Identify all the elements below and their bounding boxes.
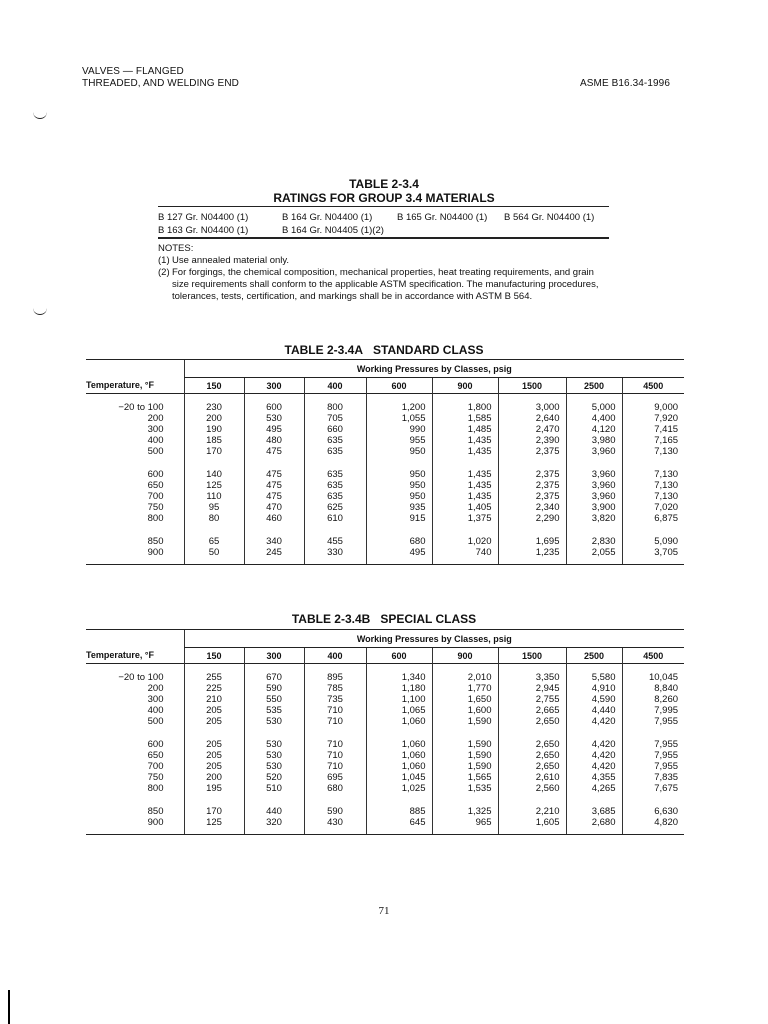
pressure-cell: 740 — [432, 547, 498, 565]
pressure-cell: 885 — [366, 794, 432, 817]
pressure-cell: 495 — [366, 547, 432, 565]
temperature-cell: 900 — [86, 817, 184, 835]
pressure-cell: 5,580 — [566, 664, 622, 684]
pressure-cell: 785 — [304, 683, 366, 694]
pressure-cell: 530 — [244, 727, 304, 750]
temperature-cell: 300 — [147, 694, 164, 705]
table-row — [86, 761, 684, 772]
pressure-cell: 4,400 — [566, 413, 622, 424]
pressure-cell: 2,650 — [498, 727, 566, 750]
pressure-cell: 95 — [184, 502, 244, 513]
pressure-cell: 8,840 — [622, 683, 684, 694]
pressure-cell: 510 — [244, 783, 304, 794]
pressure-cell: 1,180 — [366, 683, 432, 694]
pressure-cell: 735 — [304, 694, 366, 705]
pressure-cell: 3,000 — [498, 394, 566, 414]
pressure-cell: 2,680 — [566, 817, 622, 835]
pressure-cell: 1,375 — [432, 513, 498, 524]
pressure-cell: 1,025 — [366, 783, 432, 794]
pressure-cell: 205 — [184, 716, 244, 727]
class-header: 900 — [432, 648, 498, 664]
temperature-cell: 800 — [147, 513, 164, 524]
pressure-cell: 2,665 — [498, 705, 566, 716]
pressure-cell: 535 — [244, 705, 304, 716]
pressure-cell: 330 — [304, 547, 366, 565]
pressure-cell: 7,675 — [622, 783, 684, 794]
pressure-cell: 695 — [304, 772, 366, 783]
temperature-cell: 900 — [86, 547, 184, 565]
pressure-cell: 2,640 — [498, 413, 566, 424]
pressure-cell: 2,650 — [498, 750, 566, 761]
table-row — [86, 424, 684, 435]
table-b-label: TABLE 2-3.4B — [291, 612, 371, 626]
class-header: 1500 — [498, 648, 566, 664]
pressure-cell: 7,955 — [622, 727, 684, 750]
table-a-title — [0, 343, 768, 357]
temperature-cell: 500 — [147, 716, 164, 727]
pressure-cell: 480 — [244, 435, 304, 446]
pressure-cell: 915 — [366, 513, 432, 524]
pressure-cell: 1,590 — [432, 761, 498, 772]
pressure-cell: 1,435 — [432, 435, 498, 446]
class-header: 600 — [366, 648, 432, 664]
pressure-cell: 7,130 — [622, 457, 684, 480]
pressure-cell: 1,340 — [366, 664, 432, 684]
pressure-cell: 8,260 — [622, 694, 684, 705]
pressure-cell: 2,470 — [498, 424, 566, 435]
table-row — [86, 502, 684, 513]
pressure-cell: 125 — [184, 480, 244, 491]
pressure-cell: 4,420 — [566, 761, 622, 772]
pressure-cell: 320 — [244, 817, 304, 835]
pressure-cell: 190 — [184, 424, 244, 435]
pressure-cell: 170 — [184, 794, 244, 817]
pressure-cell: 965 — [432, 817, 498, 835]
pressure-cell: 1,055 — [366, 413, 432, 424]
pressure-cell: 9,000 — [622, 394, 684, 414]
pressure-cell: 2,375 — [498, 446, 566, 457]
material-spec: B 564 Gr. N04400 (1) — [504, 212, 595, 223]
pressure-cell: 625 — [304, 502, 366, 513]
pressure-cell: 125 — [184, 817, 244, 835]
pressure-cell: 3,960 — [566, 491, 622, 502]
page-number: 71 — [378, 905, 390, 917]
pressure-cell: 475 — [244, 480, 304, 491]
pressure-cell: 635 — [304, 491, 366, 502]
class-header: 300 — [244, 648, 304, 664]
pressure-cell: 7,835 — [622, 772, 684, 783]
pressure-cell: 4,420 — [566, 727, 622, 750]
note-text: Use annealed material only. — [172, 255, 290, 266]
pressure-cell: 1,100 — [366, 694, 432, 705]
pressure-cell: 3,960 — [566, 457, 622, 480]
temperature-cell: 600 — [147, 469, 164, 480]
pressure-cell: 2,650 — [498, 716, 566, 727]
class-header: 2500 — [566, 378, 622, 394]
pressure-cell: 2,755 — [498, 694, 566, 705]
pressure-cell: 600 — [244, 394, 304, 414]
temperature-header: Temperature, °F — [86, 380, 154, 391]
pressure-cell: 1,590 — [432, 727, 498, 750]
pressure-cell: 635 — [304, 446, 366, 457]
pressure-cell: 1,435 — [432, 491, 498, 502]
pressure-cell: 7,955 — [622, 716, 684, 727]
pressure-cell: 4,420 — [566, 716, 622, 727]
pressure-cell: 3,820 — [566, 513, 622, 524]
pressure-cell: 710 — [304, 716, 366, 727]
pressure-cell: 4,120 — [566, 424, 622, 435]
pressure-cell: 7,130 — [622, 480, 684, 491]
pressure-cell: 680 — [366, 524, 432, 547]
pressure-cell: 635 — [304, 435, 366, 446]
pressure-cell: 1,600 — [432, 705, 498, 716]
table-row — [86, 457, 684, 480]
pressure-cell: 635 — [304, 457, 366, 480]
margin-mark — [33, 308, 47, 315]
class-header: 1500 — [498, 378, 566, 394]
class-header: 2500 — [566, 648, 622, 664]
table-row — [86, 683, 684, 694]
pressure-cell: 710 — [304, 727, 366, 750]
pressure-cell: 475 — [244, 457, 304, 480]
pressure-cell: 185 — [184, 435, 244, 446]
pressure-cell: 635 — [304, 480, 366, 491]
pressure-cell: 2,650 — [498, 761, 566, 772]
material-spec: B 164 Gr. N04400 (1) — [282, 212, 373, 223]
temperature-cell: −20 to 100 — [118, 402, 164, 413]
pressure-cell: 455 — [304, 524, 366, 547]
pressure-cell: 5,000 — [566, 394, 622, 414]
pressure-cell: 1,770 — [432, 683, 498, 694]
pressure-cell: 80 — [184, 513, 244, 524]
class-header: 150 — [184, 648, 244, 664]
pressure-cell: 7,130 — [622, 491, 684, 502]
pressure-cell: 205 — [184, 705, 244, 716]
working-pressures-header: Working Pressures by Classes, psig — [184, 360, 684, 378]
pressure-cell: 710 — [304, 705, 366, 716]
pressure-cell: 2,830 — [566, 524, 622, 547]
pressure-cell: 7,995 — [622, 705, 684, 716]
pressure-cell: 2,055 — [566, 547, 622, 565]
pressure-cell: 895 — [304, 664, 366, 684]
temperature-cell: 650 — [147, 750, 164, 761]
table-row — [86, 394, 684, 414]
pressure-cell: 1,405 — [432, 502, 498, 513]
margin-mark — [33, 112, 47, 119]
temperature-cell: 300 — [147, 424, 164, 435]
pressure-cell: 6,875 — [622, 513, 684, 524]
pressure-cell: 530 — [244, 761, 304, 772]
pressure-cell: 530 — [244, 413, 304, 424]
pressure-cell: 50 — [184, 547, 244, 565]
pressure-cell: 2,945 — [498, 683, 566, 694]
table-row — [86, 794, 684, 817]
table-row — [86, 727, 684, 750]
pressure-cell: 4,440 — [566, 705, 622, 716]
class-header: 400 — [304, 378, 366, 394]
pressure-cell: 3,685 — [566, 794, 622, 817]
pressure-cell: 3,980 — [566, 435, 622, 446]
pressure-cell: 530 — [244, 716, 304, 727]
temperature-cell: 200 — [147, 413, 164, 424]
table-row — [86, 491, 684, 502]
class-header: 300 — [244, 378, 304, 394]
pressure-cell: 1,060 — [366, 727, 432, 750]
class-header: 600 — [366, 378, 432, 394]
table-row — [86, 783, 684, 794]
temperature-cell: 400 — [147, 705, 164, 716]
temperature-cell: 650 — [147, 480, 164, 491]
running-header-left — [82, 66, 239, 90]
pressure-cell: 645 — [366, 817, 432, 835]
header-line-2: THREADED, AND WELDING END — [82, 78, 239, 89]
pressure-cell: 950 — [366, 491, 432, 502]
pressure-cell: 680 — [304, 783, 366, 794]
pressure-cell: 1,020 — [432, 524, 498, 547]
pressure-cell: 475 — [244, 491, 304, 502]
pressure-cell: 140 — [184, 457, 244, 480]
class-header: 400 — [304, 648, 366, 664]
material-spec: B 163 Gr. N04400 (1) — [158, 225, 249, 236]
pressure-cell: 990 — [366, 424, 432, 435]
standard-class-table — [86, 359, 684, 565]
temperature-cell: 400 — [147, 435, 164, 446]
pressure-cell: 955 — [366, 435, 432, 446]
temperature-cell: 850 — [147, 806, 164, 817]
pressure-cell: 590 — [244, 683, 304, 694]
table-b-title — [0, 612, 768, 626]
pressure-cell: 7,165 — [622, 435, 684, 446]
pressure-cell: 1,650 — [432, 694, 498, 705]
temperature-cell: 750 — [147, 772, 164, 783]
pressure-cell: 670 — [244, 664, 304, 684]
pressure-cell: 1,065 — [366, 705, 432, 716]
pressure-cell: 1,325 — [432, 794, 498, 817]
pressure-cell: 460 — [244, 513, 304, 524]
class-header: 4500 — [622, 378, 684, 394]
pressure-cell: 2,375 — [498, 457, 566, 480]
header-line-1: VALVES — FLANGED — [82, 66, 184, 77]
pressure-cell: 2,340 — [498, 502, 566, 513]
pressure-cell: 710 — [304, 750, 366, 761]
pressure-cell: 1,590 — [432, 750, 498, 761]
pressure-cell: 205 — [184, 750, 244, 761]
pressure-cell: 7,020 — [622, 502, 684, 513]
pressure-cell: 1,435 — [432, 480, 498, 491]
table-b-class-name: SPECIAL CLASS — [380, 612, 477, 626]
table-row — [86, 524, 684, 547]
pressure-cell: 3,900 — [566, 502, 622, 513]
temperature-cell: 600 — [147, 739, 164, 750]
title-rule — [158, 206, 609, 207]
pressure-cell: 530 — [244, 750, 304, 761]
temperature-cell: −20 to 100 — [118, 672, 164, 683]
temperature-cell: 700 — [147, 491, 164, 502]
table-row — [86, 750, 684, 761]
pressure-cell: 245 — [244, 547, 304, 565]
pressure-cell: 4,820 — [622, 817, 684, 835]
table-row — [86, 716, 684, 727]
pressure-cell: 950 — [366, 457, 432, 480]
pressure-cell: 1,535 — [432, 783, 498, 794]
pressure-cell: 7,920 — [622, 413, 684, 424]
pressure-cell: 590 — [304, 794, 366, 817]
pressure-cell: 2,390 — [498, 435, 566, 446]
table-row — [86, 480, 684, 491]
class-header: 150 — [184, 378, 244, 394]
scan-edge-mark — [8, 990, 10, 1024]
main-table-title: RATINGS FOR GROUP 3.4 MATERIALS — [273, 191, 495, 205]
main-table-number: TABLE 2-3.4 — [349, 177, 419, 191]
table-b-body — [86, 664, 684, 835]
pressure-cell: 10,045 — [622, 664, 684, 684]
pressure-cell: 710 — [304, 761, 366, 772]
temperature-header: Temperature, °F — [86, 650, 154, 661]
pressure-cell: 2,610 — [498, 772, 566, 783]
pressure-cell: 1,585 — [432, 413, 498, 424]
pressure-cell: 4,910 — [566, 683, 622, 694]
running-header-right: ASME B16.34-1996 — [580, 78, 670, 89]
materials-rule — [158, 237, 609, 239]
table-row — [86, 547, 684, 565]
pressure-cell: 430 — [304, 817, 366, 835]
pressure-cell: 800 — [304, 394, 366, 414]
pressure-cell: 5,090 — [622, 524, 684, 547]
pressure-cell: 170 — [184, 446, 244, 457]
pressure-cell: 1,485 — [432, 424, 498, 435]
pressure-cell: 7,415 — [622, 424, 684, 435]
table-row — [86, 513, 684, 524]
pressure-cell: 7,955 — [622, 761, 684, 772]
pressure-cell: 1,435 — [432, 457, 498, 480]
table-row — [86, 435, 684, 446]
note-number: (1) — [158, 255, 170, 266]
pressure-cell: 1,060 — [366, 761, 432, 772]
pressure-cell: 7,130 — [622, 446, 684, 457]
pressure-cell: 950 — [366, 480, 432, 491]
temperature-cell: 800 — [147, 783, 164, 794]
pressure-cell: 4,590 — [566, 694, 622, 705]
working-pressures-header: Working Pressures by Classes, psig — [184, 630, 684, 648]
pressure-cell: 1,235 — [498, 547, 566, 565]
temperature-cell: 500 — [147, 446, 164, 457]
pressure-cell: 950 — [366, 446, 432, 457]
table-a-label: TABLE 2-3.4A — [284, 343, 363, 357]
class-header: 900 — [432, 378, 498, 394]
pressure-cell: 2,375 — [498, 480, 566, 491]
table-row — [86, 664, 684, 684]
temperature-cell: 700 — [147, 761, 164, 772]
pressure-cell: 1,695 — [498, 524, 566, 547]
pressure-cell: 470 — [244, 502, 304, 513]
pressure-cell: 1,800 — [432, 394, 498, 414]
pressure-cell: 3,350 — [498, 664, 566, 684]
pressure-cell: 1,605 — [498, 817, 566, 835]
pressure-cell: 1,565 — [432, 772, 498, 783]
pressure-cell: 2,010 — [432, 664, 498, 684]
pressure-cell: 705 — [304, 413, 366, 424]
note-number: (2) — [158, 267, 170, 278]
temperature-cell: 850 — [147, 536, 164, 547]
pressure-cell: 3,960 — [566, 446, 622, 457]
pressure-cell: 3,960 — [566, 480, 622, 491]
table-row — [86, 446, 684, 457]
pressure-cell: 200 — [184, 413, 244, 424]
table-a-class-name: STANDARD CLASS — [373, 343, 484, 357]
pressure-cell: 205 — [184, 727, 244, 750]
pressure-cell: 210 — [184, 694, 244, 705]
material-spec: B 165 Gr. N04400 (1) — [397, 212, 488, 223]
pressure-cell: 1,200 — [366, 394, 432, 414]
pressure-cell: 2,375 — [498, 491, 566, 502]
pressure-cell: 110 — [184, 491, 244, 502]
pressure-cell: 255 — [184, 664, 244, 684]
pressure-cell: 4,355 — [566, 772, 622, 783]
material-spec: B 127 Gr. N04400 (1) — [158, 212, 249, 223]
pressure-cell: 935 — [366, 502, 432, 513]
pressure-cell: 2,560 — [498, 783, 566, 794]
pressure-cell: 550 — [244, 694, 304, 705]
note-item — [158, 255, 610, 267]
pressure-cell: 6,630 — [622, 794, 684, 817]
pressure-cell: 7,955 — [622, 750, 684, 761]
temperature-cell: 200 — [147, 683, 164, 694]
pressure-cell: 1,060 — [366, 750, 432, 761]
pressure-cell: 1,045 — [366, 772, 432, 783]
class-header: 4500 — [622, 648, 684, 664]
table-row — [86, 705, 684, 716]
pressure-cell: 65 — [184, 524, 244, 547]
pressure-cell: 200 — [184, 772, 244, 783]
pressure-cell: 2,210 — [498, 794, 566, 817]
material-spec: B 164 Gr. N04405 (1)(2) — [282, 225, 384, 236]
table-row — [86, 413, 684, 424]
pressure-cell: 205 — [184, 761, 244, 772]
pressure-cell: 195 — [184, 783, 244, 794]
pressure-cell: 660 — [304, 424, 366, 435]
pressure-cell: 4,420 — [566, 750, 622, 761]
pressure-cell: 440 — [244, 794, 304, 817]
pressure-cell: 2,290 — [498, 513, 566, 524]
pressure-cell: 610 — [304, 513, 366, 524]
notes-heading: NOTES: — [158, 243, 194, 254]
table-row — [86, 694, 684, 705]
pressure-cell: 1,060 — [366, 716, 432, 727]
pressure-cell: 230 — [184, 394, 244, 414]
pressure-cell: 1,435 — [432, 446, 498, 457]
pressure-cell: 4,265 — [566, 783, 622, 794]
table-row — [86, 772, 684, 783]
table-row — [86, 817, 684, 835]
note-item — [158, 267, 610, 303]
note-text: For forgings, the chemical composition, mechanical properties, heat treating requirements, and grain size requirements shall conform to the applicable ASTM specification. The manufacturing procedures, tolerances, tests, certification, and markings shall be in accordance with ASTM B 564. — [172, 267, 599, 302]
pressure-cell: 340 — [244, 524, 304, 547]
pressure-cell: 1,590 — [432, 716, 498, 727]
notes-block — [158, 243, 610, 303]
pressure-cell: 3,705 — [622, 547, 684, 565]
pressure-cell: 225 — [184, 683, 244, 694]
pressure-cell: 520 — [244, 772, 304, 783]
pressure-cell: 475 — [244, 446, 304, 457]
pressure-cell: 495 — [244, 424, 304, 435]
special-class-table — [86, 629, 684, 835]
table-a-body — [86, 394, 684, 565]
temperature-cell: 750 — [147, 502, 164, 513]
